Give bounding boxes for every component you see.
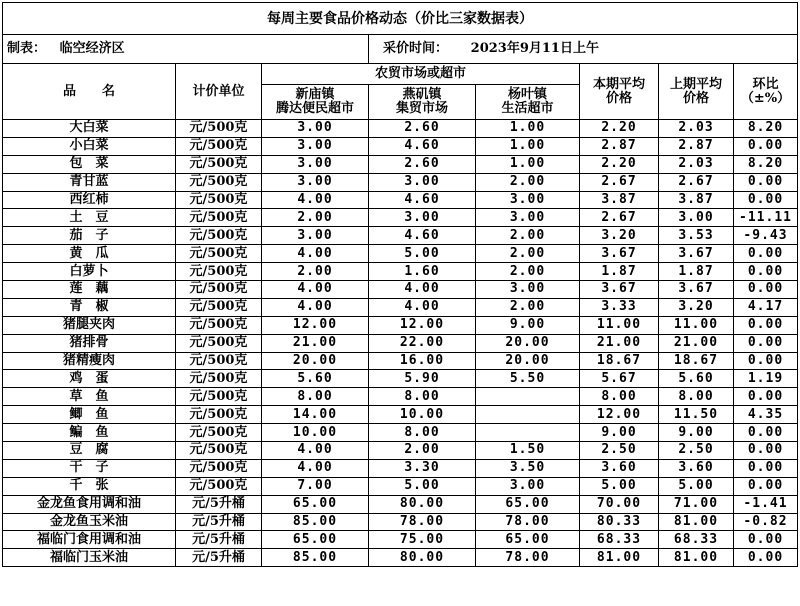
- change-percent: 0.00: [734, 549, 798, 567]
- price-unit: 元/500克: [176, 352, 262, 370]
- market2-price: 4.00: [369, 281, 476, 299]
- maker-label: 制表：: [7, 41, 47, 56]
- change-percent: 0.00: [734, 477, 798, 495]
- previous-avg-price: 2.87: [659, 137, 734, 155]
- market2-price: 3.30: [369, 459, 476, 477]
- change-percent: 0.00: [734, 531, 798, 549]
- change-percent: 0.00: [734, 316, 798, 334]
- market1-price: 85.00: [262, 549, 369, 567]
- previous-avg-price: 18.67: [659, 352, 734, 370]
- market1-price: 4.00: [262, 245, 369, 263]
- market3-price: 2.00: [476, 173, 580, 191]
- market3-price: 1.50: [476, 442, 580, 460]
- header-change: [734, 64, 798, 120]
- market1-price: 4.00: [262, 442, 369, 460]
- product-name: 大白菜: [3, 120, 176, 138]
- product-name: 鲫 鱼: [3, 406, 176, 424]
- table-row: [3, 531, 798, 549]
- header-market2-line1: 燕矶镇: [402, 87, 442, 102]
- previous-avg-price: 3.87: [659, 191, 734, 209]
- header-current-line1: 本期平均: [592, 76, 645, 92]
- product-name: 草 鱼: [3, 388, 176, 406]
- previous-avg-price: 3.53: [659, 227, 734, 245]
- market1-price: 3.00: [262, 120, 369, 138]
- market3-price: 3.00: [476, 281, 580, 299]
- price-unit: 元/500克: [176, 459, 262, 477]
- product-name: 白萝卜: [3, 263, 176, 281]
- product-name: 猪排骨: [3, 334, 176, 352]
- product-name: 猪精瘦肉: [3, 352, 176, 370]
- change-percent: 4.17: [734, 298, 798, 316]
- market1-price: 7.00: [262, 477, 369, 495]
- previous-avg-price: 11.00: [659, 316, 734, 334]
- price-unit: 元/500克: [176, 334, 262, 352]
- current-avg-price: 5.67: [580, 370, 659, 388]
- price-unit: 元/500克: [176, 191, 262, 209]
- header-change-line1: 环比: [752, 76, 779, 92]
- product-name: 鸡 蛋: [3, 370, 176, 388]
- table-row: [3, 477, 798, 495]
- market3-price: 1.00: [476, 120, 580, 138]
- previous-avg-price: 9.00: [659, 424, 734, 442]
- table-row: [3, 406, 798, 424]
- market2-price: 8.00: [369, 424, 476, 442]
- market3-price: 2.00: [476, 263, 580, 281]
- table-row: [3, 227, 798, 245]
- header-market1-line2: 腾达便民超市: [275, 101, 354, 116]
- current-avg-price: 3.67: [580, 281, 659, 299]
- market2-price: 16.00: [369, 352, 476, 370]
- price-unit: 元/500克: [176, 388, 262, 406]
- price-unit: 元/500克: [176, 137, 262, 155]
- previous-avg-price: 3.67: [659, 281, 734, 299]
- table-row: [3, 459, 798, 477]
- previous-avg-price: 11.50: [659, 406, 734, 424]
- product-name: 金龙鱼食用调和油: [3, 495, 176, 513]
- market2-price: 3.00: [369, 173, 476, 191]
- change-percent: 0.00: [734, 459, 798, 477]
- table-row: [3, 513, 798, 531]
- change-percent: 1.19: [734, 370, 798, 388]
- page-title: 每周主要食品价格动态（价比三家数据表）: [3, 3, 798, 35]
- product-name: 福临门玉米油: [3, 549, 176, 567]
- table-row: [3, 352, 798, 370]
- table-row: [3, 209, 798, 227]
- previous-avg-price: 2.50: [659, 442, 734, 460]
- previous-avg-price: 81.00: [659, 549, 734, 567]
- market1-price: 3.00: [262, 137, 369, 155]
- market2-price: 8.00: [369, 388, 476, 406]
- product-name: 千 张: [3, 477, 176, 495]
- current-avg-price: 11.00: [580, 316, 659, 334]
- price-unit: 元/500克: [176, 442, 262, 460]
- current-avg-price: 2.87: [580, 137, 659, 155]
- header-market2-line2: 集贸市场: [395, 101, 448, 116]
- table-row: [3, 298, 798, 316]
- market2-price: 2.60: [369, 120, 476, 138]
- market1-price: 5.60: [262, 370, 369, 388]
- previous-avg-price: 3.67: [659, 245, 734, 263]
- change-percent: 8.20: [734, 120, 798, 138]
- header-market1: [262, 85, 369, 120]
- current-avg-price: 2.20: [580, 120, 659, 138]
- current-avg-price: 2.50: [580, 442, 659, 460]
- price-unit: 元/5升桶: [176, 495, 262, 513]
- market1-price: 21.00: [262, 334, 369, 352]
- price-unit: 元/500克: [176, 281, 262, 299]
- previous-avg-price: 1.87: [659, 263, 734, 281]
- current-avg-price: 81.00: [580, 549, 659, 567]
- table-row: [3, 549, 798, 567]
- change-percent: 0.00: [734, 352, 798, 370]
- market2-price: 80.00: [369, 549, 476, 567]
- market2-price: 75.00: [369, 531, 476, 549]
- market2-price: 4.00: [369, 298, 476, 316]
- market3-price: 78.00: [476, 549, 580, 567]
- previous-avg-price: 5.60: [659, 370, 734, 388]
- table-row: [3, 191, 798, 209]
- change-percent: 0.00: [734, 388, 798, 406]
- price-unit: 元/500克: [176, 227, 262, 245]
- market1-price: 3.00: [262, 155, 369, 173]
- header-unit: 计价单位: [176, 64, 262, 120]
- previous-avg-price: 3.20: [659, 298, 734, 316]
- price-unit: 元/500克: [176, 406, 262, 424]
- market3-price: 3.00: [476, 477, 580, 495]
- current-avg-price: 2.67: [580, 209, 659, 227]
- table-row: [3, 120, 798, 138]
- current-avg-price: 18.67: [580, 352, 659, 370]
- change-percent: 0.00: [734, 281, 798, 299]
- market1-price: 3.00: [262, 173, 369, 191]
- market3-price: 65.00: [476, 531, 580, 549]
- current-avg-price: 68.33: [580, 531, 659, 549]
- data-rows: [3, 120, 798, 567]
- price-unit: 元/5升桶: [176, 531, 262, 549]
- product-name: 猪腿夹肉: [3, 316, 176, 334]
- price-table: [2, 2, 798, 567]
- market3-price: 9.00: [476, 316, 580, 334]
- price-unit: 元/500克: [176, 245, 262, 263]
- previous-avg-price: 21.00: [659, 334, 734, 352]
- market3-price: 2.00: [476, 227, 580, 245]
- header-market2: [369, 85, 476, 120]
- market3-price: 3.50: [476, 459, 580, 477]
- market3-price: 1.00: [476, 137, 580, 155]
- product-name: 黄 瓜: [3, 245, 176, 263]
- previous-avg-price: 2.03: [659, 155, 734, 173]
- market1-price: 65.00: [262, 531, 369, 549]
- price-sheet: [2, 2, 797, 603]
- table-row: [3, 442, 798, 460]
- market2-price: 5.90: [369, 370, 476, 388]
- table-row: [3, 155, 798, 173]
- change-percent: 0.00: [734, 137, 798, 155]
- market1-price: 4.00: [262, 281, 369, 299]
- market3-price: 1.00: [476, 155, 580, 173]
- product-name: 鳊 鱼: [3, 424, 176, 442]
- previous-avg-price: 71.00: [659, 495, 734, 513]
- market1-price: 2.00: [262, 263, 369, 281]
- previous-avg-price: 5.00: [659, 477, 734, 495]
- time-label: 采价时间：: [383, 41, 449, 56]
- price-unit: 元/500克: [176, 477, 262, 495]
- market1-price: 85.00: [262, 513, 369, 531]
- market1-price: 20.00: [262, 352, 369, 370]
- price-unit: 元/500克: [176, 155, 262, 173]
- table-row: [3, 173, 798, 191]
- table-row: [3, 388, 798, 406]
- header-previous-line2: 价格: [682, 90, 709, 106]
- change-percent: 0.00: [734, 424, 798, 442]
- header-current-line2: 价格: [605, 90, 632, 106]
- price-unit: 元/500克: [176, 316, 262, 334]
- header-change-line2: （±%）: [740, 90, 791, 106]
- header-market3-line1: 杨叶镇: [507, 87, 547, 102]
- price-unit: 元/5升桶: [176, 513, 262, 531]
- product-name: 茄 子: [3, 227, 176, 245]
- market2-price: 78.00: [369, 513, 476, 531]
- market3-price: [476, 388, 580, 406]
- change-percent: 8.20: [734, 155, 798, 173]
- price-unit: 元/500克: [176, 263, 262, 281]
- change-percent: 0.00: [734, 334, 798, 352]
- market2-price: 5.00: [369, 477, 476, 495]
- market1-price: 14.00: [262, 406, 369, 424]
- table-row: [3, 370, 798, 388]
- change-percent: -0.82: [734, 513, 798, 531]
- market1-price: 4.00: [262, 191, 369, 209]
- header-product: 品 名: [3, 64, 176, 120]
- current-avg-price: 80.33: [580, 513, 659, 531]
- market1-price: 3.00: [262, 227, 369, 245]
- market3-price: 20.00: [476, 352, 580, 370]
- change-percent: 4.35: [734, 406, 798, 424]
- product-name: 西红柿: [3, 191, 176, 209]
- header-market-group: 农贸市场或超市: [262, 64, 580, 85]
- table-row: [3, 281, 798, 299]
- change-percent: 0.00: [734, 442, 798, 460]
- header-previous-line1: 上期平均: [669, 76, 722, 92]
- price-unit: 元/500克: [176, 120, 262, 138]
- table-row: [3, 316, 798, 334]
- market1-price: 65.00: [262, 495, 369, 513]
- price-unit: 元/500克: [176, 209, 262, 227]
- price-unit: 元/500克: [176, 424, 262, 442]
- market3-price: [476, 424, 580, 442]
- price-unit: 元/500克: [176, 298, 262, 316]
- market1-price: 8.00: [262, 388, 369, 406]
- table-row: [3, 137, 798, 155]
- change-percent: -11.11: [734, 209, 798, 227]
- market2-price: 3.00: [369, 209, 476, 227]
- product-name: 青甘蓝: [3, 173, 176, 191]
- market2-price: 80.00: [369, 495, 476, 513]
- table-row: [3, 495, 798, 513]
- maker-cell: [3, 35, 369, 64]
- change-percent: -1.41: [734, 495, 798, 513]
- product-name: 小白菜: [3, 137, 176, 155]
- previous-avg-price: 8.00: [659, 388, 734, 406]
- previous-avg-price: 3.00: [659, 209, 734, 227]
- maker-value: 临空经济区: [59, 41, 125, 56]
- market2-price: 2.60: [369, 155, 476, 173]
- time-cell: [369, 35, 798, 64]
- change-percent: 0.00: [734, 263, 798, 281]
- market3-price: 3.00: [476, 209, 580, 227]
- current-avg-price: 3.87: [580, 191, 659, 209]
- previous-avg-price: 2.67: [659, 173, 734, 191]
- change-percent: 0.00: [734, 245, 798, 263]
- previous-avg-price: 3.60: [659, 459, 734, 477]
- product-name: 豆 腐: [3, 442, 176, 460]
- market1-price: 4.00: [262, 298, 369, 316]
- market1-price: 10.00: [262, 424, 369, 442]
- price-unit: 元/500克: [176, 370, 262, 388]
- market2-price: 1.60: [369, 263, 476, 281]
- current-avg-price: 3.67: [580, 245, 659, 263]
- previous-avg-price: 68.33: [659, 531, 734, 549]
- price-unit: 元/500克: [176, 173, 262, 191]
- market1-price: 4.00: [262, 459, 369, 477]
- market2-price: 5.00: [369, 245, 476, 263]
- previous-avg-price: 2.03: [659, 120, 734, 138]
- current-avg-price: 70.00: [580, 495, 659, 513]
- current-avg-price: 2.20: [580, 155, 659, 173]
- change-percent: 0.00: [734, 173, 798, 191]
- header-market1-line1: 新庙镇: [295, 87, 335, 102]
- current-avg-price: 2.67: [580, 173, 659, 191]
- price-unit: 元/5升桶: [176, 549, 262, 567]
- market3-price: 3.00: [476, 191, 580, 209]
- table-row: [3, 424, 798, 442]
- market2-price: 22.00: [369, 334, 476, 352]
- market3-price: [476, 406, 580, 424]
- market2-price: 2.00: [369, 442, 476, 460]
- market2-price: 4.60: [369, 227, 476, 245]
- product-name: 莲 藕: [3, 281, 176, 299]
- header-previous-avg: [659, 64, 734, 120]
- market2-price: 4.60: [369, 191, 476, 209]
- market3-price: 65.00: [476, 495, 580, 513]
- product-name: 土 豆: [3, 209, 176, 227]
- previous-avg-price: 81.00: [659, 513, 734, 531]
- market3-price: 2.00: [476, 245, 580, 263]
- market2-price: 10.00: [369, 406, 476, 424]
- table-row: [3, 334, 798, 352]
- current-avg-price: 3.60: [580, 459, 659, 477]
- product-name: 包 菜: [3, 155, 176, 173]
- current-avg-price: 8.00: [580, 388, 659, 406]
- market1-price: 12.00: [262, 316, 369, 334]
- market3-price: 5.50: [476, 370, 580, 388]
- current-avg-price: 3.33: [580, 298, 659, 316]
- product-name: 福临门食用调和油: [3, 531, 176, 549]
- current-avg-price: 21.00: [580, 334, 659, 352]
- change-percent: 0.00: [734, 191, 798, 209]
- market3-price: 2.00: [476, 298, 580, 316]
- current-avg-price: 5.00: [580, 477, 659, 495]
- market3-price: 78.00: [476, 513, 580, 531]
- product-name: 金龙鱼玉米油: [3, 513, 176, 531]
- table-row: [3, 263, 798, 281]
- header-current-avg: [580, 64, 659, 120]
- current-avg-price: 9.00: [580, 424, 659, 442]
- product-name: 青 椒: [3, 298, 176, 316]
- time-value: 2023年9月11日上午: [470, 41, 599, 56]
- current-avg-price: 1.87: [580, 263, 659, 281]
- market3-price: 20.00: [476, 334, 580, 352]
- header-market3: [476, 85, 580, 120]
- market2-price: 4.60: [369, 137, 476, 155]
- product-name: 干 子: [3, 459, 176, 477]
- header-market3-line2: 生活超市: [501, 101, 554, 116]
- change-percent: -9.43: [734, 227, 798, 245]
- current-avg-price: 3.20: [580, 227, 659, 245]
- market2-price: 12.00: [369, 316, 476, 334]
- market1-price: 2.00: [262, 209, 369, 227]
- table-row: [3, 245, 798, 263]
- current-avg-price: 12.00: [580, 406, 659, 424]
